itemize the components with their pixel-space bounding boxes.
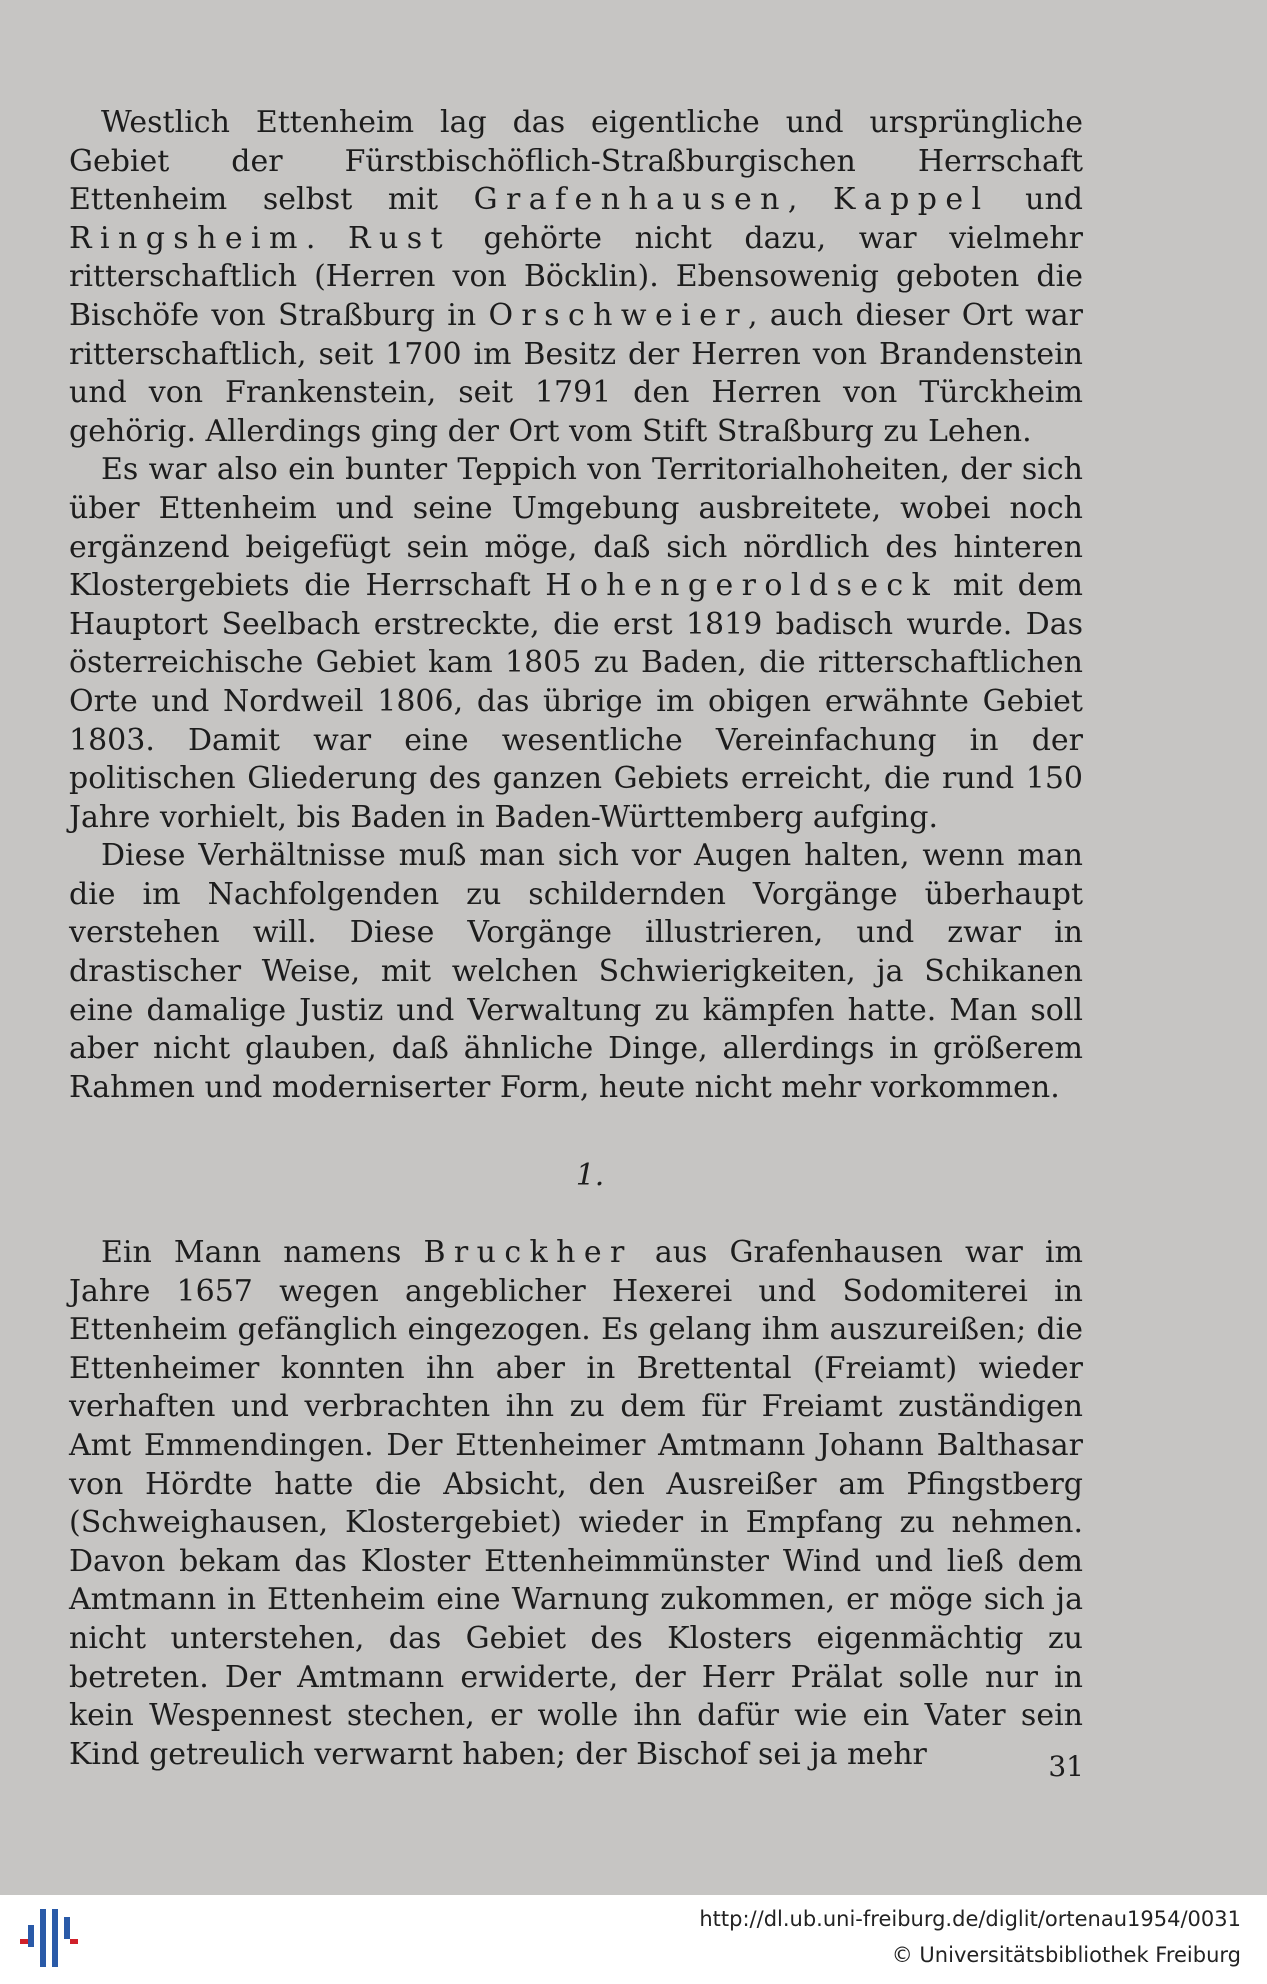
source-url-link[interactable]: http://dl.ub.uni-freiburg.de/diglit/ortenau1954/0031 <box>699 1907 1241 1931</box>
paragraph: Westlich Ettenheim lag das eigentliche und ursprüngliche Gebiet der Fürstbischöflich-Straßburgischen Herrschaft Ettenheim selbst mit Grafenhausen, Kappel und Ringsheim. Rust gehörte nicht dazu, war vielmehr ritterschaftlich (Herren von Böcklin). Ebensowenig geboten die Bischöfe von Straßburg in Orschweier, auch dieser Ort war ritterschaftlich, seit 1700 im Besitz der Herren von Brandenstein und von Frankenstein, seit 1791 den Herren von Türckheim gehörig. Allerdings ging der Ort vom Stift Straßburg zu Lehen. <box>69 105 1083 449</box>
section-number: 1. <box>575 1158 605 1194</box>
spaced-name: Bruckher <box>423 1235 633 1271</box>
spaced-name: Grafenhausen <box>473 182 788 218</box>
spaced-name: Ringsheim <box>69 220 306 256</box>
paragraph: Ein Mann namens Bruckher aus Grafenhausen war im Jahre 1657 wegen angeblicher Hexerei und Sodomiterei in Ettenheim gefänglich eingezogen. Es gelang ihm auszureißen; die Ettenheimer konnten ihn aber in Brettental (Freiamt) wieder verhaften und verbrachten ihn zu dem für Freiamt zuständigen Amt Emmendingen. Der Ettenheimer Amtmann Johann Balthasar von Hördte hatte die Absicht, den Ausreißer am Pfingstberg (Schweighausen, Klostergebiet) wieder in Empfang zu nehmen. Davon bekam das Kloster Ettenheimmünster Wind und ließ dem Amtmann in Ettenheim eine Warnung zukommen, er möge sich ja nicht unterstehen, das Gebiet des Klosters eigenmächtig zu betreten. Der Amtmann erwiderte, der Herr Prälat solle nur in kein Wespennest stechen, er wolle ihn dafür wie ein Vater sein Kind getreulich verwarnt haben; der Bischof sei ja mehr <box>69 1235 1083 1772</box>
paragraph: Diese Verhältnisse muß man sich vor Augen halten, wenn man die im Nachfolgenden zu schildernden Vorgänge überhaupt verstehen will. Diese Vorgänge illustrieren, und zwar in drastischer Weise, mit welchen Schwierigkeiten, ja Schikanen eine damalige Justiz und Verwaltung zu kämpfen hatte. Man soll aber nicht glauben, daß ähnliche Dinge, allerdings in größerem Rahmen und moderniserter Form, heute nicht mehr vorkommen. <box>69 838 1083 1105</box>
copyright-text: © Universitätsbibliothek Freiburg <box>891 1943 1241 1967</box>
spaced-name: Rust <box>347 220 451 256</box>
spaced-name: Hohengeroldseck <box>545 568 939 604</box>
spaced-name: Kappel <box>833 182 990 218</box>
ub-freiburg-logo-icon <box>18 1903 80 1975</box>
body-text <box>69 104 1083 1774</box>
spaced-name: Orschweier <box>488 297 749 333</box>
paragraph: Es war also ein bunter Teppich von Territorialhoheiten, der sich über Ettenheim und seine Umgebung ausbreitete, wobei noch ergänzend beigefügt sein möge, daß sich nördlich des hinteren Klostergebiets die Herrschaft Hohengeroldseck mit dem Hauptort Seelbach erstreckte, die erst 1819 badisch wurde. Das österreichische Gebiet kam 1805 zu Baden, die ritterschaftlichen Orte und Nordweil 1806, das übrige im obigen erwähnte Gebiet 1803. Damit war eine wesentliche Vereinfachung in der politischen Gliederung des ganzen Gebiets erreicht, die rund 150 Jahre vorhielt, bis Baden in Baden-Württemberg aufging. <box>69 452 1084 835</box>
footer-bar <box>0 1895 1267 1984</box>
page-number: 31 <box>1048 1750 1084 1783</box>
